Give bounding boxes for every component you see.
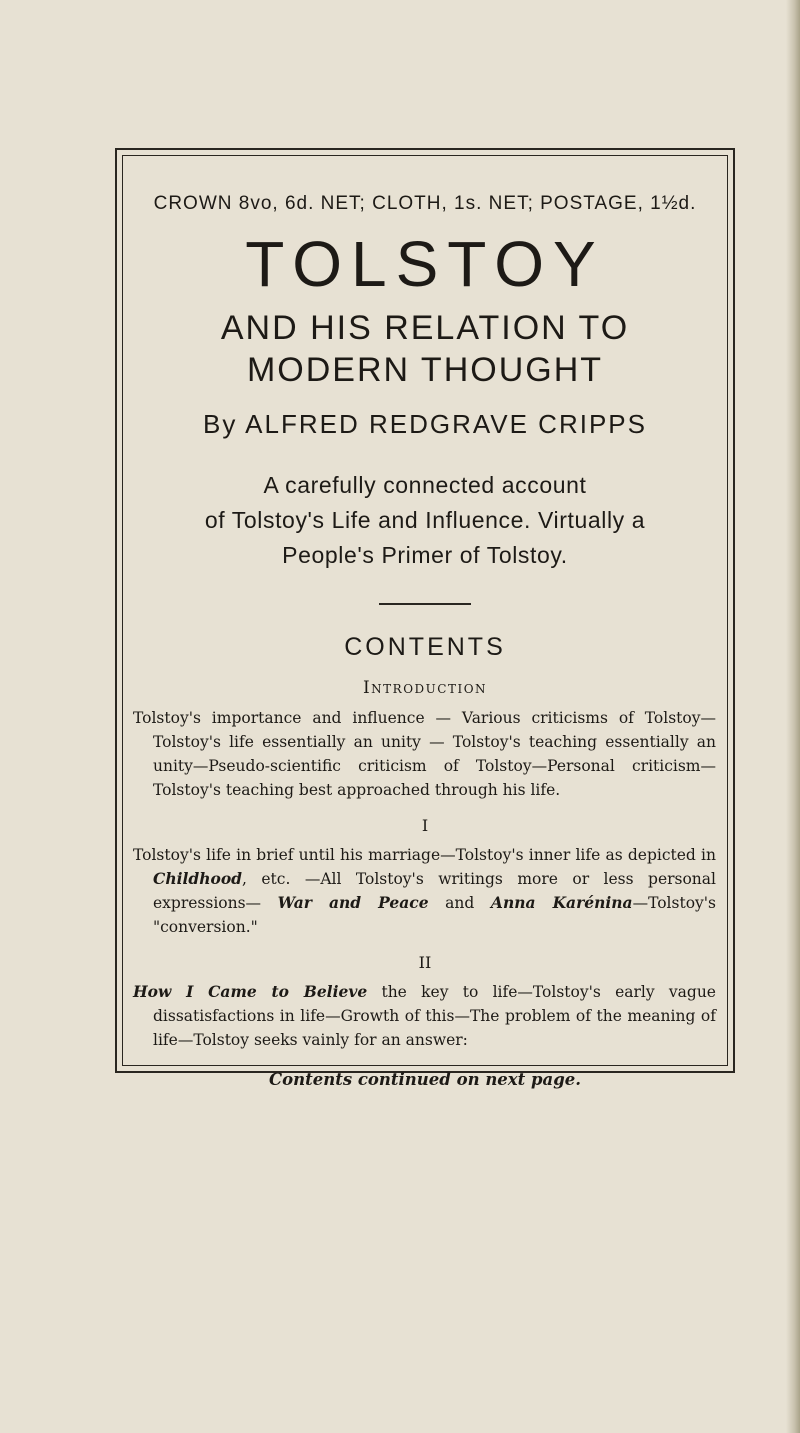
chapter-1-text (130, 843, 720, 939)
chapter-2-text-a: the key to life—Tolstoy's early vague dissatisfactions in life—Growth of this—The problem of the meaning of life—Tolstoy seeks vainly for an answer: (153, 983, 716, 1049)
introduction-body: Tolstoy's importance and influence — Various criticisms of Tolstoy—Tolstoy's life essentially an unity — Tolstoy's teaching essentially an unity—Pseudo-scientific criticism of Tolstoy—Personal criticism—Tolstoy's teaching best approached through his life. (133, 709, 716, 799)
chapter-1-text-a: Tolstoy's life in brief until his marriage—Tolstoy's inner life as depicted in (133, 846, 716, 864)
chapter-2-text (130, 980, 720, 1052)
continued-note: Contents continued on next page. (268, 1070, 582, 1089)
chapter-1-italic-war-and-peace: War and Peace (277, 893, 429, 912)
chapter-2-body (133, 980, 716, 1052)
subtitle-line-1: AND HIS RELATION TO (220, 309, 630, 347)
advertisement-page (130, 165, 720, 1089)
introduction-heading: Introduction (362, 678, 488, 698)
chapter-2-italic-title: How I Came to Believe (133, 982, 368, 1001)
description-line-3: People's Primer of Tolstoy. (282, 542, 568, 568)
book-description (130, 468, 720, 573)
chapter-1-numeral: I (421, 816, 429, 835)
author-byline: By ALFRED REDGRAVE CRIPPS (203, 409, 647, 439)
divider-rule (379, 603, 471, 605)
description-line-2: of Tolstoy's Life and Influence. Virtually a (204, 507, 646, 533)
introduction-text (130, 706, 720, 802)
subtitle-line-2: MODERN THOUGHT (246, 351, 604, 389)
chapter-1-body (133, 843, 716, 939)
chapter-1-text-b: , etc. —All Tolstoy's writings more or less personal expressions— (153, 870, 716, 912)
description-line-1: A carefully connected account (263, 472, 587, 498)
book-title: TOLSTOY (245, 228, 605, 300)
chapter-2-numeral: II (418, 953, 432, 972)
contents-heading: CONTENTS (344, 633, 506, 661)
chapter-1-text-d: —Tolstoy's "conversion." (153, 894, 717, 936)
page-edge (786, 0, 800, 1433)
chapter-1-text-c: and (428, 894, 491, 912)
price-line: CROWN 8vo, 6d. NET; CLOTH, 1s. NET; POSTAGE, 1½d. (153, 193, 697, 214)
chapter-1-italic-anna-karenina: Anna Karénina (490, 893, 633, 912)
chapter-1-italic-childhood: Childhood (153, 869, 243, 888)
book-subtitle (130, 307, 720, 391)
